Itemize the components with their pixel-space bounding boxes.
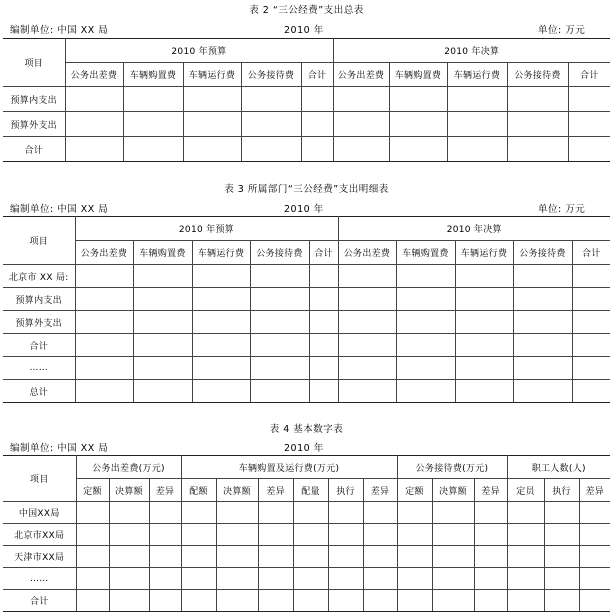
table2-unit-right: 单位: 万元 [538,25,586,36]
table3-cell [250,380,309,403]
table3-col-header: 公务出差费 [338,241,396,265]
table2-col-header: 合计 [568,63,610,87]
table4-cell [432,590,474,612]
table4-col-header: 配额 [181,479,216,502]
table4-cell [328,502,363,524]
table4-cell [109,590,149,612]
table3-group-budget: 2010 年预算 [75,217,338,241]
table4-cell [76,546,109,568]
table3-unit-right: 单位: 万元 [538,204,586,215]
table2-group-budget: 2010 年预算 [65,39,333,63]
table4-cell [109,568,149,590]
table4-col-header: 配量 [293,479,328,502]
table3-cell [455,311,513,334]
table3-cell [75,288,133,311]
table4-cell [258,524,293,546]
table3-cell [192,357,250,380]
table3-cell [338,288,396,311]
table4-col-header: 定额 [76,479,109,502]
table3-cell [513,311,572,334]
table2-col-header: 合计 [301,63,333,87]
table3-col-header: 合计 [309,241,338,265]
table4-col-header: 差异 [363,479,397,502]
table3-cell [572,357,610,380]
table4-col-header: 决算额 [432,479,474,502]
table2-col-header: 车辆购置费 [389,63,447,87]
table4-cell [432,502,474,524]
table3-cell [250,311,309,334]
table3-row-label: …… [3,357,75,380]
table2-cell [301,112,333,137]
table2-col-header: 公务出差费 [333,63,389,87]
table4-unit-left: 编制单位: 中国 XX 局 [10,443,109,454]
table4-cell [432,568,474,590]
table2-cell [123,112,183,137]
table3-cell [250,265,309,288]
table3-cell [192,311,250,334]
table3-cell [396,288,455,311]
table4-cell [181,502,216,524]
table4-cell [544,568,579,590]
table-row [3,265,610,288]
table2-caption: 表 2 “三公经费”支出总表 [249,5,364,16]
table2-cell [123,87,183,112]
table4-cell [363,590,397,612]
table4-cell [474,546,507,568]
table4-cell [474,502,507,524]
table4-cell [258,546,293,568]
table2-cell [301,137,333,162]
table4-cell [109,524,149,546]
table4-year: 2010 年 [284,443,324,454]
table3-col-header: 车辆购置费 [133,241,192,265]
table3-row-label: 北京市 XX 局: [3,265,75,288]
table2-cell [301,87,333,112]
table4-cell [544,524,579,546]
table3-row-label: 预算内支出 [3,288,75,311]
table3-cell [192,380,250,403]
table4-cell [432,524,474,546]
table4-cell [328,568,363,590]
table4-row-label: 北京市XX局 [3,524,76,546]
table4-col-header: 差异 [579,479,610,502]
table4-cell [258,502,293,524]
table4-cell [149,568,181,590]
table3-cell [250,288,309,311]
table4-cell [579,546,610,568]
table3-cell [455,380,513,403]
table3-cell [75,265,133,288]
table4-caption: 表 4 基本数字表 [269,424,344,435]
table3-cell [513,380,572,403]
table3-group-final: 2010 年决算 [338,217,610,241]
table3-cell [455,334,513,357]
table4-cell [328,524,363,546]
table3-cell [513,357,572,380]
table4-col-header: 执行 [544,479,579,502]
table2-cell [507,87,568,112]
table2-cell [241,87,301,112]
table4-cell [507,502,544,524]
table4-cell [474,590,507,612]
table4-cell [579,568,610,590]
table2-cell [183,112,241,137]
table-row [3,87,610,112]
table3-cell [513,334,572,357]
table3-cell [133,265,192,288]
table-row [3,502,610,524]
table4-col-header: 执行 [328,479,363,502]
table-row [3,311,610,334]
table4-cell [258,590,293,612]
table4-col-header: 差异 [258,479,293,502]
table4-cell [579,502,610,524]
table3-cell [192,288,250,311]
table4-col-header: 决算额 [109,479,149,502]
table4-cell [216,546,258,568]
table4-cell [109,546,149,568]
table4-cell [293,502,328,524]
table4-cell [216,524,258,546]
table-row [3,137,610,162]
table3-cell [133,311,192,334]
table4-cell [76,524,109,546]
table2-col-header: 车辆运行费 [183,63,241,87]
table4-col-header: 定额 [397,479,432,502]
table2-cell [333,87,389,112]
table2-cell [183,87,241,112]
table3-col-header: 车辆购置费 [396,241,455,265]
table4-cell [258,568,293,590]
table3-cell [192,334,250,357]
table-row [3,524,610,546]
table3-cell [133,357,192,380]
table3-row-label: 总计 [3,380,75,403]
table2-year: 2010 年 [284,25,324,36]
table4-cell [76,590,109,612]
table4-col-header: 差异 [474,479,507,502]
table4-col-header: 定员 [507,479,544,502]
table3-cell [75,357,133,380]
table2-cell [333,112,389,137]
table4-col-header: 决算额 [216,479,258,502]
table2-cell [65,87,123,112]
table3-cell [338,334,396,357]
table4-item-header: 项目 [3,456,76,502]
table3 [3,216,610,403]
table3-cell [455,357,513,380]
table4-col-header: 差异 [149,479,181,502]
table4-cell [579,524,610,546]
table3-cell [75,380,133,403]
table3-col-header: 合计 [572,241,610,265]
table4-cell [109,502,149,524]
table2-group-final: 2010 年决算 [333,39,610,63]
table4-cell [293,568,328,590]
table4-cell [293,590,328,612]
table-row [3,590,610,612]
table4-group-header: 公务出差费(万元) [76,456,181,479]
table4-cell [507,568,544,590]
table3-cell [396,334,455,357]
table3-unit-left: 编制单位: 中国 XX 局 [10,204,109,215]
table4-cell [181,524,216,546]
table4-cell [363,546,397,568]
table4-cell [474,568,507,590]
table2-cell [65,112,123,137]
table2-cell [447,112,507,137]
table3-cell [572,311,610,334]
table2-cell [447,137,507,162]
table3-cell [192,265,250,288]
table4-cell [397,502,432,524]
table3-cell [572,265,610,288]
table3-cell [309,380,338,403]
table2-cell [65,137,123,162]
table4-cell [293,546,328,568]
table3-col-header: 公务接待费 [513,241,572,265]
table4-cell [328,590,363,612]
table3-cell [513,288,572,311]
table3-cell [75,311,133,334]
table2-item-header: 项目 [3,39,65,87]
table-row [3,380,610,403]
table4-cell [397,568,432,590]
table4-cell [474,524,507,546]
table4-cell [544,546,579,568]
table4-row-label: 合计 [3,590,76,612]
table2-col-header: 公务出差费 [65,63,123,87]
table3-cell [455,288,513,311]
table4-cell [328,546,363,568]
table2-cell [568,112,610,137]
table4-cell [432,546,474,568]
table-row [3,334,610,357]
table3-cell [75,334,133,357]
table4-cell [76,502,109,524]
table3-cell [396,265,455,288]
table2-row-label: 预算外支出 [3,112,65,137]
table3-cell [338,357,396,380]
table4-cell [507,524,544,546]
table2-col-header: 车辆运行费 [447,63,507,87]
table3-cell [338,265,396,288]
table3-row-label: 合计 [3,334,75,357]
table4-cell [544,590,579,612]
table4-cell [397,524,432,546]
table4-cell [149,546,181,568]
table4-cell [181,590,216,612]
table4-group-header: 职工人数(人) [507,456,610,479]
table3-cell [309,311,338,334]
table4-row-label: …… [3,568,76,590]
table3-cell [309,334,338,357]
table4-cell [149,502,181,524]
table4-group-header: 公务接待费(万元) [397,456,507,479]
table4-cell [363,568,397,590]
table4-cell [397,590,432,612]
table2-cell [507,112,568,137]
table4-row-label: 中国XX局 [3,502,76,524]
table3-col-header: 公务出差费 [75,241,133,265]
table4-cell [507,546,544,568]
table4-cell [216,502,258,524]
table2-cell [241,112,301,137]
table4-cell [216,590,258,612]
table-row [3,288,610,311]
table4-cell [363,524,397,546]
table4-group-header: 车辆购置及运行费(万元) [181,456,397,479]
table2-cell [389,112,447,137]
table4-cell [76,568,109,590]
table-row [3,546,610,568]
table3-cell [572,288,610,311]
table-row [3,568,610,590]
table2-cell [568,87,610,112]
table2-col-header: 公务接待费 [241,63,301,87]
table3-col-header: 车辆运行费 [192,241,250,265]
table3-caption: 表 3 所属部门“三公经费”支出明细表 [224,184,389,195]
table3-cell [309,357,338,380]
table2-cell [123,137,183,162]
table2-row-label: 合计 [3,137,65,162]
table3-year: 2010 年 [284,204,324,215]
table3-cell [513,265,572,288]
table3-cell [396,380,455,403]
table2-cell [389,87,447,112]
table3-cell [250,334,309,357]
table-row [3,112,610,137]
table4-cell [181,568,216,590]
table4-cell [397,546,432,568]
table4-cell [544,502,579,524]
table3-cell [338,311,396,334]
table2-row-label: 预算内支出 [3,87,65,112]
table2-cell [241,137,301,162]
table4-cell [363,502,397,524]
table3-cell [309,288,338,311]
table2-cell [333,137,389,162]
table3-cell [338,380,396,403]
table4-cell [149,590,181,612]
table4-cell [507,590,544,612]
table2-col-header: 公务接待费 [507,63,568,87]
table2-unit-left: 编制单位: 中国 XX 局 [10,25,109,36]
table3-cell [396,357,455,380]
table3-cell [133,288,192,311]
table3-cell [572,380,610,403]
table2-cell [568,137,610,162]
table4 [3,455,610,612]
table3-col-header: 公务接待费 [250,241,309,265]
table2-col-header: 车辆购置费 [123,63,183,87]
table3-row-label: 预算外支出 [3,311,75,334]
table3-cell [572,334,610,357]
table3-item-header: 项目 [3,217,75,265]
table3-col-header: 车辆运行费 [455,241,513,265]
table4-cell [149,524,181,546]
table2-cell [447,87,507,112]
table4-cell [293,524,328,546]
table4-cell [216,568,258,590]
table2 [3,38,610,162]
table4-row-label: 天津市XX局 [3,546,76,568]
table4-cell [579,590,610,612]
table3-cell [250,357,309,380]
table3-cell [455,265,513,288]
table2-cell [183,137,241,162]
table2-cell [389,137,447,162]
table3-cell [133,334,192,357]
table4-cell [181,546,216,568]
table3-cell [133,380,192,403]
table3-cell [396,311,455,334]
table2-cell [507,137,568,162]
table3-cell [309,265,338,288]
table-row [3,357,610,380]
